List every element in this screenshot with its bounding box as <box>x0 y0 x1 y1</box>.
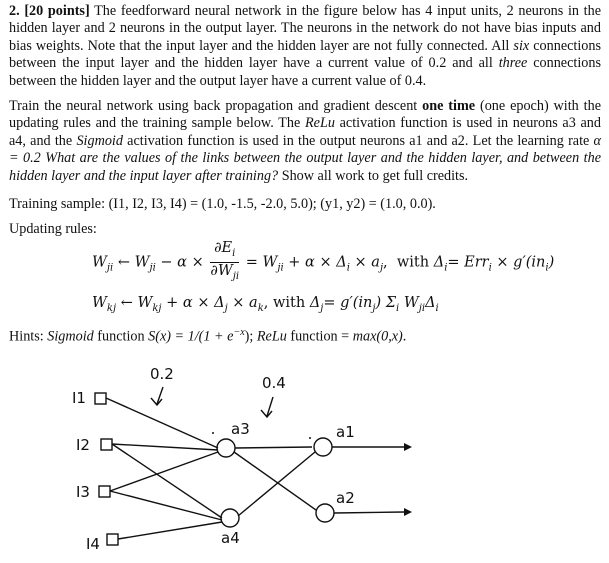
output-node-a1 <box>314 438 332 456</box>
hidden-label-a3: a3 <box>231 420 250 438</box>
relu-formula: max(0,x) <box>352 328 403 345</box>
hidden-node-a4 <box>221 509 239 527</box>
task-statement <box>9 98 601 185</box>
output-label-a1: a1 <box>336 423 355 441</box>
hints-label: Hints: <box>9 328 48 345</box>
output-arrow-2 <box>334 512 404 513</box>
problem-intro-3: connections between the hidden layer and the output layer have a current value of 0.4. <box>9 55 601 89</box>
output-weight-update-rule: $W_{ji}$ ← $W_{ji} - \alpha$ × $\frac{\partial E_i}{\partial W_{ji}}$ = $W_{ji} + \alpha \times \Delta_i \times a_j$, with $\Delta_i= Err_i \times g'(in_i)$ <box>92 240 555 282</box>
task-text-2: (one epoch) with the updating rules and the training sample below. The <box>9 98 601 132</box>
arrowhead-icon <box>404 508 412 516</box>
hint-end: . <box>402 328 407 345</box>
dot-mark <box>212 432 214 434</box>
training-sample: Training sample: (I1, I2, I3, I4) = (1.0, -1.5, -2.0, 5.0); (y1, y2) = (1.0, 0.0). <box>9 196 436 212</box>
weight-label-output: 0.4 <box>262 374 286 392</box>
task-text-1: Train the neural network using back propagation and gradient descent <box>9 98 423 114</box>
learning-rate: α = 0.2 <box>9 132 601 167</box>
edge-a4-a1 <box>238 452 315 516</box>
input-box-2 <box>101 439 112 450</box>
problem-points: [20 points] <box>24 3 90 19</box>
edge-i3-a4 <box>110 491 222 520</box>
hints <box>9 324 601 346</box>
input-label-2: I2 <box>76 436 90 454</box>
hidden-label-a4: a4 <box>221 529 240 547</box>
task-text-4: activation function is used in the output neurons a1 and a2. Let the learning rate <box>122 132 594 149</box>
problem-statement <box>9 3 601 90</box>
sigmoid-exponent: −x <box>233 327 245 338</box>
emph-relu: ReLu <box>304 115 335 132</box>
hint-fn-1: function <box>93 328 149 345</box>
dot-mark <box>309 437 311 439</box>
edge-a3-a1 <box>235 447 312 448</box>
task-text-5: Show all work to get full credits. <box>278 167 469 184</box>
input-box-3 <box>99 486 110 497</box>
input-box-4 <box>107 534 118 545</box>
problem-intro: The feedforward neural network in the figure below has 4 input units, 2 neurons in the hidden layer and 2 neurons in the output layer. The neurons in the network do not have bias inputs and bias weights. Note that the input layer and the hidden layer are not fully connected. All <box>9 3 602 54</box>
emph-three: three <box>498 55 528 72</box>
hint-relu: ReLu <box>253 328 287 345</box>
hint-sigmoid: Sigmoid <box>47 328 94 345</box>
hint-fn-2: function = <box>286 328 353 345</box>
edge-i2-a3 <box>112 444 218 450</box>
emph-sigmoid: Sigmoid <box>76 132 123 149</box>
updating-rules-label: Updating rules: <box>9 221 97 237</box>
arrowhead-icon <box>404 443 412 451</box>
network-diagram <box>0 350 609 563</box>
sigmoid-formula: S(x) = 1/(1 + e <box>148 328 234 345</box>
input-label-1: I1 <box>72 389 86 407</box>
weight-label-hidden: 0.2 <box>150 365 174 383</box>
edge-i1-a3 <box>106 398 218 448</box>
emph-one-time: one time <box>422 98 476 114</box>
task-text-3: activation function is used in neurons a3 and a4, and the <box>9 115 601 149</box>
hidden-weight-update-rule: $W_{kj}$ ← $W_{kj} + \alpha \times \Delta_j \times a_k$, with $\Delta_j= g'(in_j)$ $\Sigma_i$ $W_{ji}\Delta_i$ <box>92 295 439 314</box>
arrow-down-icon <box>151 387 163 405</box>
edge-i4-a4 <box>118 522 222 539</box>
input-box-1 <box>95 393 106 404</box>
edge-i3-a3 <box>110 452 218 491</box>
input-label-4: I4 <box>86 535 100 553</box>
output-label-a2: a2 <box>336 489 355 507</box>
edge-i2-a4 <box>112 444 222 518</box>
input-label-3: I3 <box>76 483 90 501</box>
output-node-a2 <box>316 504 334 522</box>
hint-close: ); <box>244 328 254 345</box>
problem-intro-2: connections between the input layer and the hidden layer have a current value of 0.2 and all <box>9 37 601 72</box>
task-question: What are the values of the links between the output layer and the hidden layer, and between the hidden layer and the input layer after training? <box>9 150 601 184</box>
arrow-down-icon <box>261 397 273 417</box>
emph-six: six <box>513 37 530 54</box>
problem-number: 2. <box>9 3 20 19</box>
hidden-node-a3 <box>217 439 235 457</box>
